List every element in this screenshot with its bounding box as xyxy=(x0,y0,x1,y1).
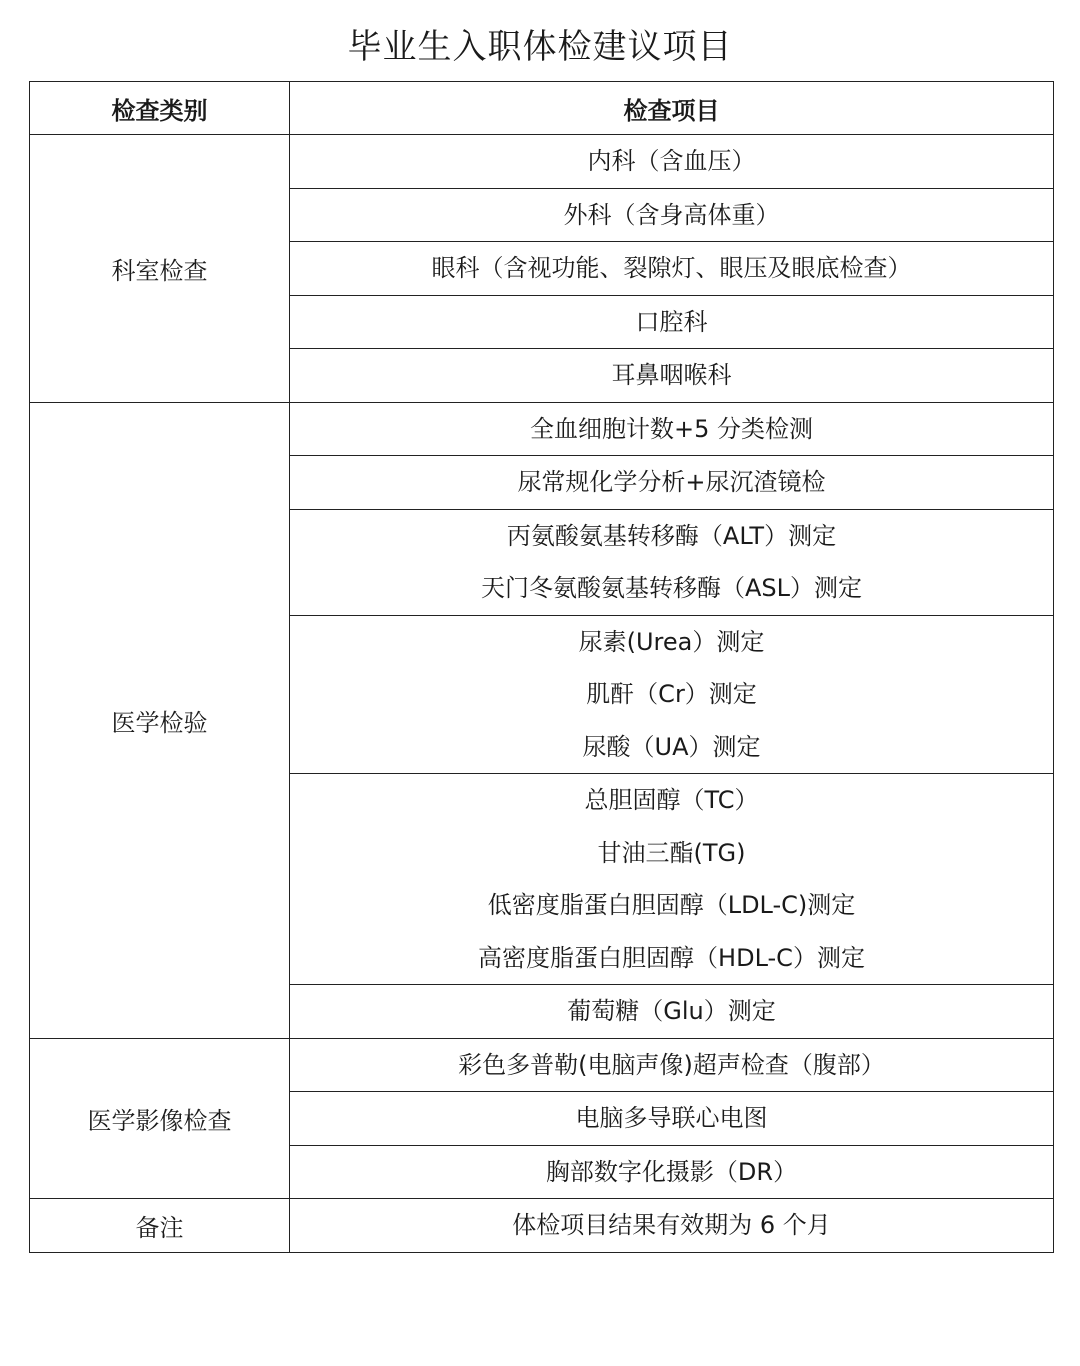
header-category: 检查类别 xyxy=(30,82,290,135)
exam-item-cell xyxy=(290,774,1054,985)
exam-item: 口腔科 xyxy=(635,307,708,336)
table-row xyxy=(30,1038,1054,1092)
exam-table xyxy=(29,81,1054,1253)
exam-item: 总胆固醇（TC） xyxy=(584,786,759,814)
page-title: 毕业生入职体检建议项目 xyxy=(347,27,733,67)
exam-item: 电脑多导联心电图 xyxy=(575,1104,768,1132)
exam-item-cell xyxy=(290,985,1054,1039)
exam-item-cell xyxy=(290,1092,1054,1146)
category-cell: 科室检查 xyxy=(30,135,290,403)
exam-item-cell xyxy=(290,349,1054,403)
exam-item-cell xyxy=(290,295,1054,349)
exam-item-cell xyxy=(290,242,1054,296)
exam-item: 尿常规化学分析+尿沉渣镜检 xyxy=(517,468,826,496)
exam-item: 低密度脂蛋白胆固醇（LDL-C)测定 xyxy=(487,891,856,919)
exam-item-cell xyxy=(290,1038,1054,1092)
exam-item-cell xyxy=(290,1145,1054,1199)
exam-item: 尿酸（UA）测定 xyxy=(582,732,761,761)
category-cell: 医学检验 xyxy=(30,402,290,1038)
exam-item-cell xyxy=(290,135,1054,189)
table-row xyxy=(30,1199,1054,1253)
exam-item: 内科（含血压） xyxy=(587,147,756,175)
exam-item: 丙氨酸氨基转移酶（ALT）测定 xyxy=(506,521,837,550)
exam-item: 天门冬氨酸氨基转移酶（ASL）测定 xyxy=(480,574,863,602)
exam-item-cell xyxy=(290,1199,1054,1253)
exam-item-cell xyxy=(290,456,1054,510)
table-body xyxy=(30,135,1054,1253)
exam-item-cell xyxy=(290,509,1054,615)
header-items: 检查项目 xyxy=(290,82,1054,135)
table-row xyxy=(30,135,1054,189)
exam-item: 外科（含身高体重） xyxy=(563,200,780,229)
exam-item: 耳鼻咽喉科 xyxy=(611,361,732,389)
exam-item: 肌酐（Cr）测定 xyxy=(586,680,757,708)
category-cell: 备注 xyxy=(30,1199,290,1253)
exam-item: 甘油三酯(TG) xyxy=(597,838,746,867)
exam-item: 全血细胞计数+5 分类检测 xyxy=(529,414,813,443)
exam-item: 眼科（含视功能、裂隙灯、眼压及眼底检查） xyxy=(431,254,912,282)
exam-item: 尿素(Urea）测定 xyxy=(578,627,765,656)
category-cell: 医学影像检查 xyxy=(30,1038,290,1199)
exam-item: 彩色多普勒(电脑声像)超声检查（腹部） xyxy=(458,1050,885,1079)
exam-item: 葡萄糖（Glu）测定 xyxy=(567,997,776,1025)
exam-item: 胸部数字化摄影（DR） xyxy=(545,1157,798,1186)
exam-item-cell xyxy=(290,615,1054,774)
exam-item: 高密度脂蛋白胆固醇（HDL-C）测定 xyxy=(478,943,865,972)
table-header-row xyxy=(30,82,1054,135)
exam-item-cell xyxy=(290,188,1054,242)
exam-item: 体检项目结果有效期为 6 个月 xyxy=(512,1211,831,1239)
table-row xyxy=(30,402,1054,456)
exam-item-cell xyxy=(290,402,1054,456)
